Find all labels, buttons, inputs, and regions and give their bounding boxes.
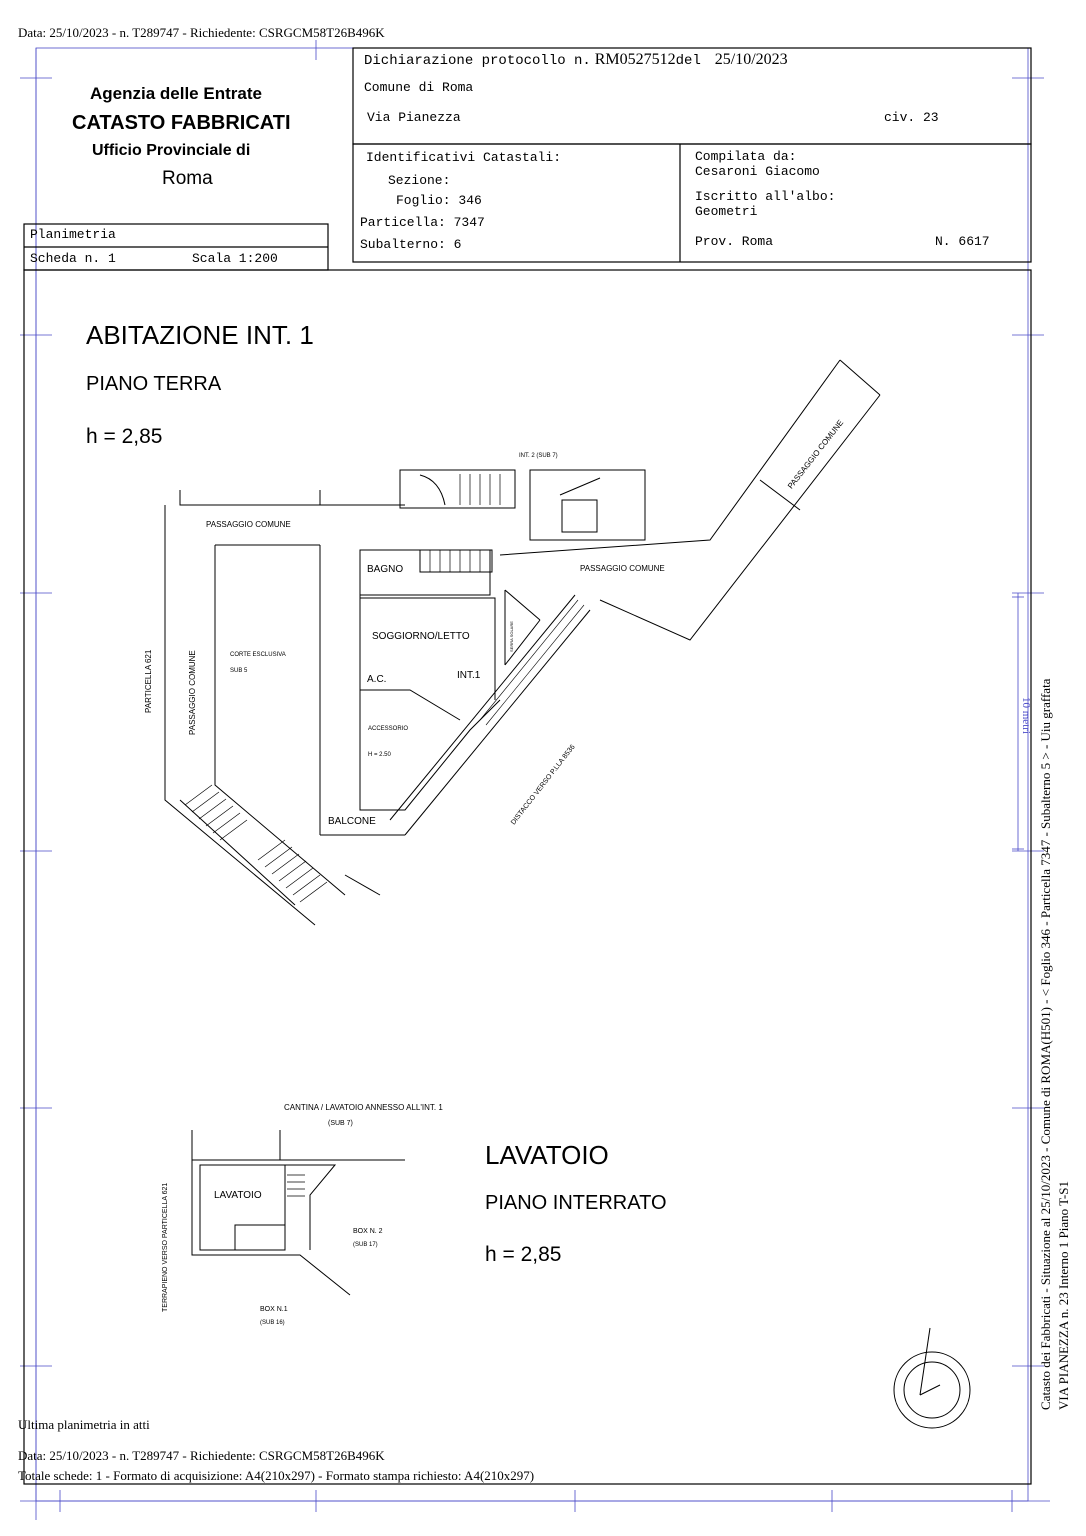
civ: civ. 23 [884, 110, 939, 125]
north-arrow-icon [894, 1328, 970, 1428]
header-line: Data: 25/10/2023 - n. T289747 - Richiedente: CSRGCM58T26B496K [18, 25, 385, 40]
label-ac: A.C. [367, 674, 387, 685]
side-text-line1: Catasto dei Fabbricati - Situazione al 25/10/2023 - Comune di ROMA(H501) - < Foglio 346 - Particella 7347 - Subalterno 5 > - Uiu graffata [1038, 678, 1053, 1410]
label-passaggio-left: PASSAGGIO COMUNE [188, 650, 197, 735]
compiled-name: Cesaroni Giacomo [695, 164, 820, 179]
subalterno: Subalterno: 6 [360, 237, 462, 252]
particella: Particella: 7347 [360, 215, 485, 230]
albo: Geometri [695, 204, 758, 219]
declaration-del: del [675, 53, 701, 69]
prov: Prov. Roma [695, 234, 774, 249]
floor2-title: LAVATOIO [485, 1140, 609, 1170]
agency-catasto: CATASTO FABBRICATI [72, 112, 291, 134]
label-terrapieno: TERRAPIENO VERSO PARTICELLA 621 [162, 1182, 169, 1312]
label-passaggio-diag: PASSAGGIO COMUNE [786, 418, 846, 491]
declaration-line [364, 51, 788, 69]
agency-name: Agenzia delle Entrate [90, 84, 262, 103]
declaration-date: 25/10/2023 [714, 51, 788, 68]
label-lavatoio: LAVATOIO [214, 1190, 262, 1201]
label-bagno: BAGNO [367, 564, 404, 575]
plan-scheda: Scheda n. 1 [30, 251, 116, 266]
footer-data: Data: 25/10/2023 - n. T289747 - Richiedente: CSRGCM58T26B496K [18, 1448, 385, 1463]
scale-bar-label: 10 metri [1020, 697, 1032, 734]
label-distacco: DISTACCO VERSO P.LLA 8536 [510, 743, 577, 827]
compiled-label: Compilata da: [695, 149, 797, 164]
footer-ultima: Ultima planimetria in atti [18, 1417, 150, 1432]
label-particella: PARTICELLA 621 [144, 649, 153, 713]
label-corte-sub: SUB 5 [230, 668, 248, 674]
floor2-height: h = 2,85 [485, 1243, 562, 1266]
label-box1-sub: (SUB 16) [260, 1320, 285, 1326]
label-corte: CORTE ESCLUSIVA [230, 652, 286, 658]
footer-totale: Totale schede: 1 - Formato di acquisizione: A4(210x297) - Formato stampa richiesto: A4(210x297) [18, 1468, 535, 1483]
floor2-level: PIANO INTERRATO [485, 1192, 667, 1214]
floor1-level: PIANO TERRA [86, 373, 222, 395]
comune: Comune di Roma [364, 80, 474, 95]
label-serra: SERRA SOLARE [509, 621, 514, 652]
label-box1: BOX N.1 [260, 1306, 288, 1313]
agency-city: Roma [162, 168, 213, 189]
label-cantina-sub: (SUB 7) [328, 1120, 353, 1127]
albo-label: Iscritto all'albo: [695, 189, 836, 204]
label-box2: BOX N. 2 [353, 1228, 383, 1235]
identifiers-heading: Identificativi Catastali: [366, 150, 562, 165]
foglio: Foglio: 346 [396, 193, 482, 208]
plan-title: Planimetria [30, 227, 116, 242]
agency-office: Ufficio Provinciale di [92, 142, 251, 159]
label-int1: INT.1 [457, 670, 481, 681]
label-int2: INT. 2 (SUB 7) [519, 453, 558, 459]
declaration-label: Dichiarazione protocollo n. [364, 53, 591, 69]
label-passaggio-right: PASSAGGIO COMUNE [580, 564, 665, 573]
label-accessorio-h: H = 2.50 [368, 752, 391, 758]
label-balcone: BALCONE [328, 816, 376, 827]
label-cantina: CANTINA / LAVATOIO ANNESSO ALL'INT. 1 [284, 1103, 443, 1112]
albo-number: N. 6617 [935, 234, 990, 249]
declaration-number: RM0527512 [594, 51, 676, 68]
label-soggiorno: SOGGIORNO/LETTO [372, 631, 470, 642]
floor1-title: ABITAZIONE INT. 1 [86, 320, 314, 350]
plan-scala: Scala 1:200 [192, 251, 278, 266]
floor1-height: h = 2,85 [86, 425, 163, 448]
sezione: Sezione: [388, 173, 451, 188]
label-box2-sub: (SUB 17) [353, 1242, 378, 1248]
side-text-line2: VIA PIANEZZA n. 23 Interno 1 Piano T-S1 [1056, 1181, 1071, 1410]
label-accessorio: ACCESSORIO [368, 726, 409, 732]
label-passaggio-top: PASSAGGIO COMUNE [206, 520, 291, 529]
via: Via Pianezza [367, 110, 461, 125]
